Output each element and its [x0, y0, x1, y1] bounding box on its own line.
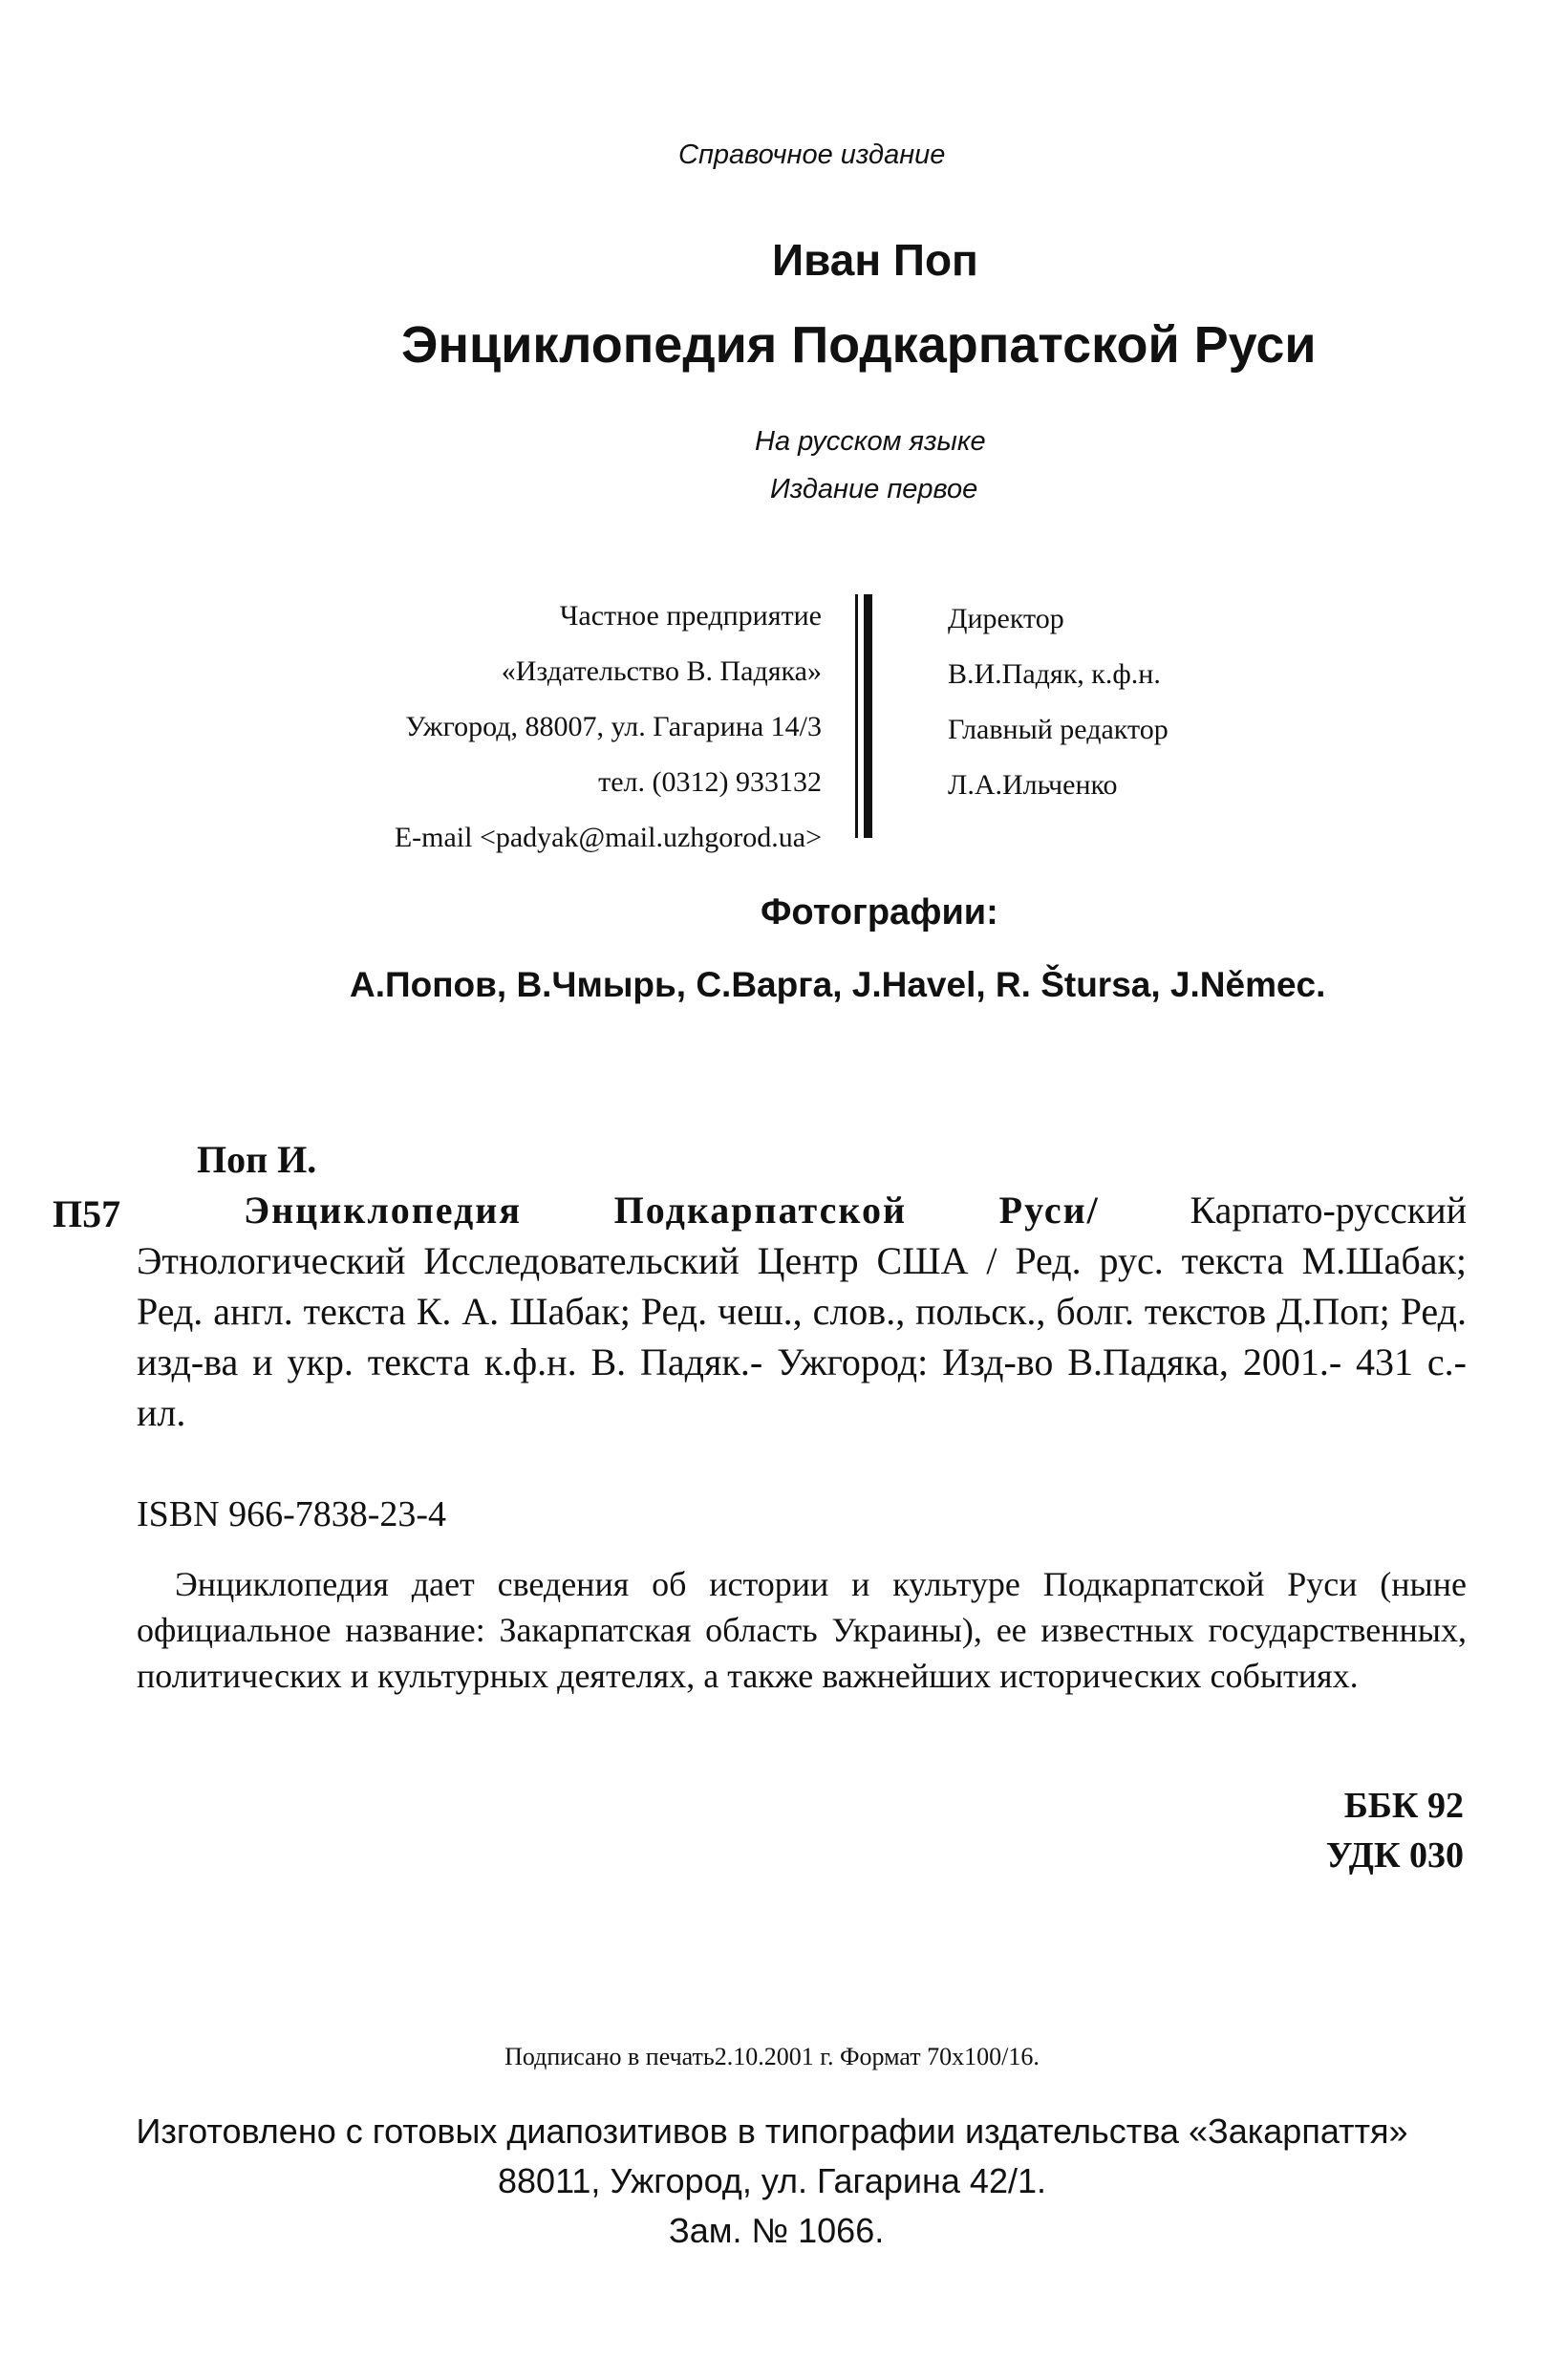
bbk-code: ББК 92 — [1343, 1786, 1464, 1826]
publisher-line: «Издательство В. Падяка» — [501, 655, 822, 687]
udk-code: УДК 030 — [1325, 1835, 1464, 1876]
publisher-line: Ужгород, 88007, ул. Гагарина 14/3 — [405, 711, 822, 742]
bib-code: П57 — [53, 1192, 121, 1235]
bib-description — [137, 1185, 1467, 1438]
reference-type: Справочное издание — [678, 139, 946, 170]
staff-line: Л.А.Ильченко — [948, 769, 1118, 801]
edition-note: Издание первое — [770, 474, 978, 504]
publisher-divider — [855, 594, 882, 838]
book-title: Энциклопедия Подкарпатской Руси — [401, 316, 1317, 374]
bib-details: Карпато-русский Этнологический Исследовательский Центр США / Ред. рус. текста М.Шабак; Ред. англ. текста К. А. Шабак; Ред. чеш., слов., польск., болг. текстов Д.Поп; Ред. изд-ва и укр. текста к.ф.н. В. Падяк.- Ужгород: Изд-во В.Падяка, 2001.- 431 с.- ил. — [137, 1189, 1468, 1434]
printing-address: 88011, Ужгород, ул. Гагарина 42/1. — [498, 2161, 1046, 2200]
abstract: Энциклопедия дает сведения об истории и культуре Подкарпатской Руси (ныне официальное название: Закарпатская область Украины), ее известных государственных, политических и культурных деятелях, а также важнейших исторических событиях. — [137, 1565, 1467, 1695]
book-author: Иван Поп — [772, 235, 978, 285]
publisher-info — [395, 589, 822, 866]
staff-line: В.И.Падяк, к.ф.н. — [948, 658, 1161, 690]
printing-house: Изготовлено с готовых диапозитивов в типографии издательства «Закарпаття» — [136, 2112, 1408, 2151]
staff-line: Главный редактор — [948, 714, 1169, 745]
publisher-line: Частное предприятие — [559, 600, 822, 632]
photo-credits: А.Попов, В.Чмырь, С.Варга, J.Havel, R. Štursa, J.Němec. — [350, 965, 1326, 1004]
photos-heading: Фотографии: — [761, 892, 998, 933]
editorial-staff — [948, 591, 1169, 813]
publisher-line: тел. (0312) 933132 — [598, 766, 822, 798]
order-number: Зам. № 1066. — [669, 2211, 885, 2250]
isbn: ISBN 966-7838-23-4 — [137, 1494, 447, 1534]
print-signed: Подписано в печать2.10.2001 г. Формат 70х100/16. — [504, 2043, 1040, 2070]
staff-line: Директор — [948, 603, 1064, 634]
bib-author: Поп И. — [197, 1138, 317, 1181]
language-note: На русском языке — [755, 426, 986, 457]
publisher-line: E-mail <padyak@mail.uzhgorod.ua> — [394, 822, 822, 853]
bib-title: Энциклопедия Подкарпатской Руси/ — [244, 1189, 1100, 1232]
